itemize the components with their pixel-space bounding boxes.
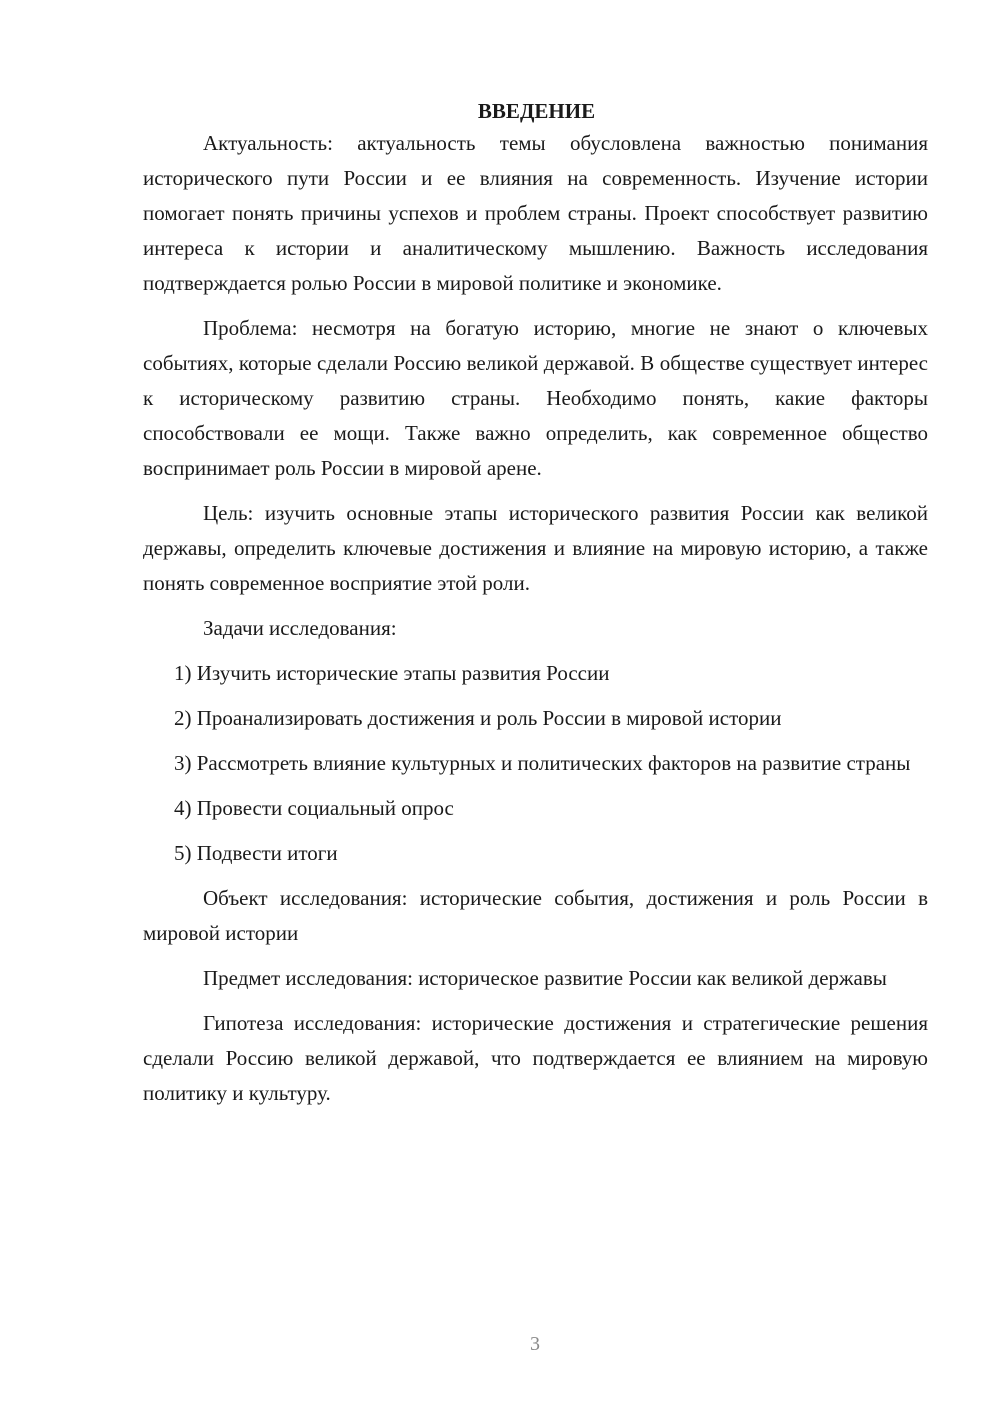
document-page [143, 96, 928, 1111]
goal-paragraph: Цель: изучить основные этапы исторического развития России как великой державы, определить ключевые достижения и влияние на мировую историю, а также понять современное восприятие этой роли. [143, 501, 928, 595]
task-item-4: 4) Провести социальный опрос [174, 796, 454, 820]
task-item-3: 3) Рассмотреть влияние культурных и политических факторов на развитие страны [174, 751, 911, 775]
relevance-paragraph: Актуальность: актуальность темы обусловлена важностью понимания исторического пути России и ее влияния на современность. Изучение истории помогает понять причины успехов и проблем страны. Проект способствует развитию интереса к истории и аналитическому мышлению. Важность исследования подтверждается ролью России в мировой политике и экономике. [143, 131, 928, 295]
page-number: 3 [530, 1333, 540, 1355]
section-title: ВВЕДЕНИЕ [477, 99, 596, 123]
subject-paragraph: Предмет исследования: историческое развитие России как великой державы [203, 966, 887, 990]
task-item-2: 2) Проанализировать достижения и роль России в мировой истории [174, 706, 782, 730]
task-item-5: 5) Подвести итоги [174, 841, 338, 865]
object-paragraph: Объект исследования: исторические события, достижения и роль России в мировой истории [143, 886, 928, 945]
hypothesis-paragraph: Гипотеза исследования: исторические достижения и стратегические решения сделали Россию великой державой, что подтверждается ее влиянием на мировую политику и культуру. [143, 1011, 928, 1105]
problem-paragraph: Проблема: несмотря на богатую историю, многие не знают о ключевых событиях, которые сделали Россию великой державой. В обществе существует интерес к историческому развитию страны. Необходимо понять, какие факторы способствовали ее мощи. Также важно определить, как современное общество воспринимает роль России в мировой арене. [143, 316, 928, 480]
task-item-1: 1) Изучить исторические этапы развития России [174, 661, 610, 685]
tasks-heading: Задачи исследования: [203, 616, 397, 640]
